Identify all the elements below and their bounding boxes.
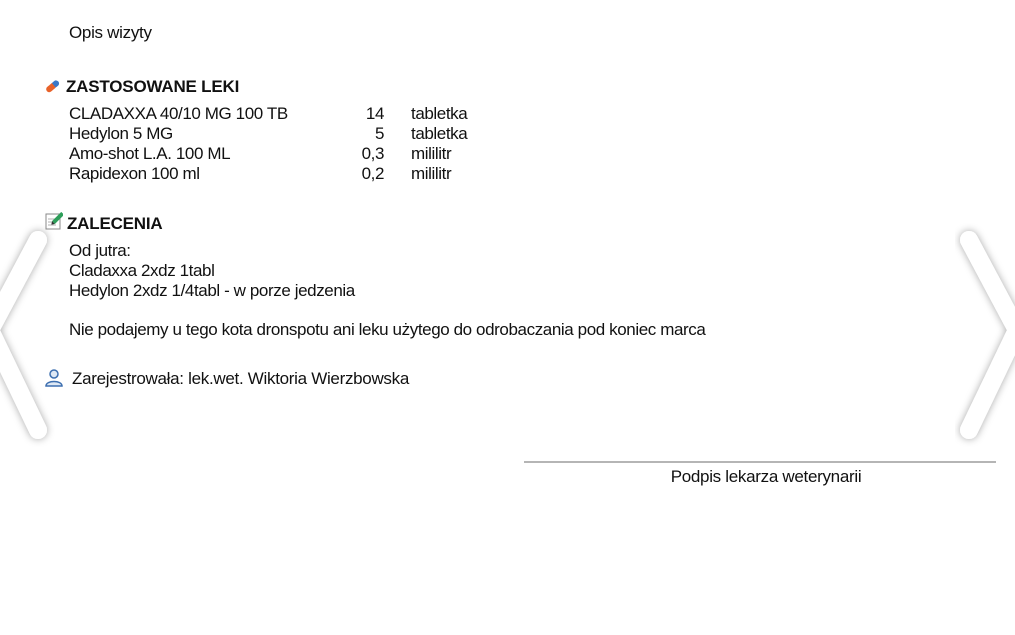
- medications-title: ZASTOSOWANE LEKI: [66, 77, 240, 96]
- signature-label: Podpis lekarza weterynarii: [670, 467, 862, 486]
- pill-icon: [44, 78, 62, 94]
- medication-unit: mililitr: [411, 144, 452, 163]
- next-page-button[interactable]: [955, 220, 1015, 460]
- recommendation-line: Od jutra:: [69, 241, 131, 260]
- recommendation-line: Cladaxxa 2xdz 1tabl: [69, 261, 215, 280]
- medication-name: Rapidexon 100 ml: [69, 164, 200, 183]
- medication-quantity: 0,2: [361, 164, 384, 183]
- medication-name: Amo-shot L.A. 100 ML: [69, 144, 231, 163]
- registered-by: Zarejestrowała: lek.wet. Wiktoria Wierzbowska: [72, 369, 409, 388]
- chevron-right-icon: [955, 220, 1015, 460]
- medication-quantity: 5: [374, 124, 384, 143]
- signature-line: [524, 461, 996, 463]
- previous-page-button[interactable]: [0, 220, 60, 460]
- medication-quantity: 0,3: [361, 144, 384, 163]
- recommendation-line: Hedylon 2xdz 1/4tabl - w porze jedzenia: [69, 281, 355, 300]
- chevron-left-icon: [0, 220, 60, 460]
- medication-name: Hedylon 5 MG: [69, 124, 173, 143]
- medication-quantity: 14: [365, 104, 384, 123]
- recommendations-text: [69, 241, 355, 301]
- medication-unit: tabletka: [411, 104, 468, 123]
- recommendations-title: ZALECENIA: [67, 214, 163, 233]
- visit-description: Opis wizyty: [69, 23, 152, 42]
- medication-name: CLADAXXA 40/10 MG 100 TB: [69, 104, 288, 123]
- recommendation-note: Nie podajemy u tego kota dronspotu ani leku użytego do odrobaczania pod koniec marca: [69, 320, 706, 339]
- medication-unit: tabletka: [411, 124, 468, 143]
- medication-unit: mililitr: [411, 164, 452, 183]
